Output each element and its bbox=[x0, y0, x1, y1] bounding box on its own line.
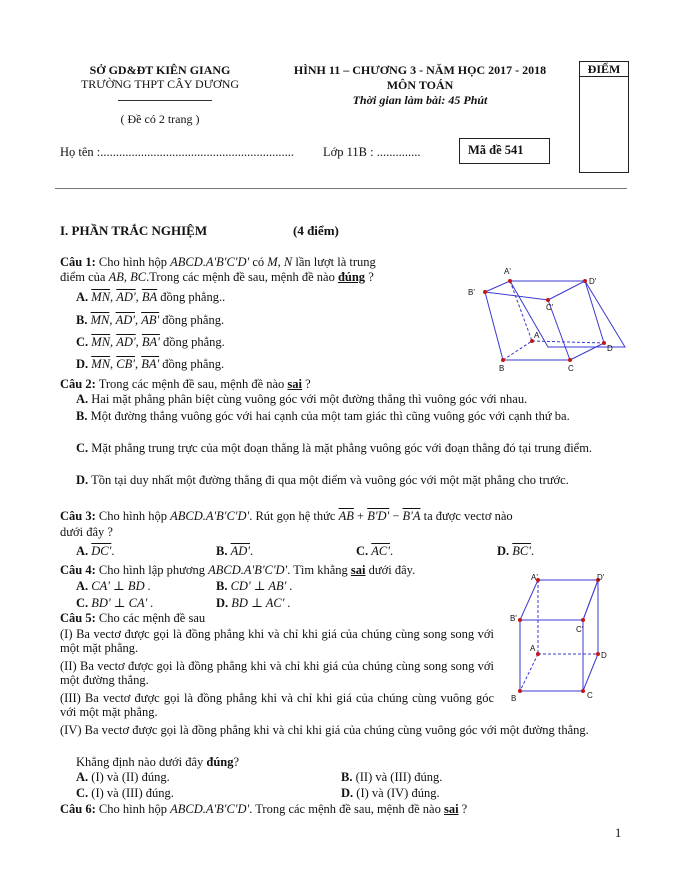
option-tail: đồng phẳng.. bbox=[160, 290, 226, 304]
q5-option-a[interactable] bbox=[76, 770, 170, 785]
option-label: C. bbox=[356, 544, 369, 558]
student-name-field[interactable]: Họ tên :.............................................................. bbox=[60, 145, 295, 159]
q5-prompt-text: Khẳng định nào dưới đây bbox=[76, 755, 204, 769]
q4-option-a[interactable] bbox=[76, 578, 151, 594]
q4-option-b[interactable] bbox=[216, 578, 293, 594]
option-label: C. bbox=[76, 441, 89, 455]
label-d1: D' bbox=[589, 277, 597, 286]
label-b1: B' bbox=[468, 288, 475, 297]
edge-c1d1 bbox=[548, 281, 585, 300]
q4-text-b: . Tìm khẳng bbox=[287, 563, 348, 577]
q2-option-d[interactable] bbox=[60, 473, 620, 487]
exam-code-box bbox=[459, 138, 550, 164]
option-text: Tồn tại duy nhất một đường thẳng đi qua một điểm và vuông góc với một mặt phẳng cho trước. bbox=[91, 473, 569, 487]
q2-text: Trong các mệnh đề sau, mệnh đề nào bbox=[98, 377, 285, 391]
edge-ad bbox=[532, 341, 604, 343]
q5-prompt-end: ? bbox=[233, 755, 240, 769]
q4-option-d[interactable] bbox=[216, 595, 291, 611]
q3-num: Câu 3: bbox=[60, 509, 96, 523]
option-text: (I) và (II) đúng. bbox=[91, 770, 170, 784]
option-label: A. bbox=[76, 392, 89, 406]
label-a: A bbox=[530, 644, 536, 653]
page-number: 1 bbox=[615, 826, 622, 840]
score-box bbox=[579, 61, 629, 173]
label-a1: A' bbox=[504, 267, 511, 276]
option-label: D. bbox=[76, 357, 89, 371]
q5-option-c[interactable] bbox=[76, 786, 174, 801]
option-label: D. bbox=[497, 544, 510, 558]
vector: AD' bbox=[115, 313, 135, 327]
q5-key: đúng bbox=[206, 755, 234, 769]
q1-option-b[interactable]: B. $\overline{MN}$, AD', AB' đồng phẳng. bbox=[76, 313, 225, 327]
q1-mn: M, N bbox=[267, 255, 293, 269]
q4-num: Câu 4: bbox=[60, 563, 96, 577]
q6-text-b: . Trong các mệnh đề sau, mệnh đề nào bbox=[249, 802, 441, 816]
q1-ab-bc: AB, BC bbox=[108, 270, 147, 284]
q4-stem bbox=[60, 563, 415, 578]
q3-text-a: Cho hình hộp bbox=[98, 509, 167, 523]
q3-option-c[interactable]: C. AC'. bbox=[356, 544, 394, 558]
label-c1: C' bbox=[546, 303, 554, 312]
q3-option-b[interactable]: B. AD'. bbox=[216, 544, 254, 558]
q2-qmark: ? bbox=[305, 377, 311, 391]
q5-num: Câu 5: bbox=[60, 611, 96, 625]
edge-b1a1 bbox=[485, 281, 510, 292]
q1-line2-b: .Trong các mệnh đề sau, mệnh đề nào bbox=[146, 270, 335, 284]
option-label: B. bbox=[76, 409, 88, 423]
label-b1: B' bbox=[510, 614, 517, 623]
vector: BC' bbox=[512, 544, 531, 558]
figure-parallelepiped bbox=[460, 262, 630, 377]
label-d: D bbox=[607, 344, 613, 353]
q1-stem-line2 bbox=[60, 270, 374, 285]
option-label: D. bbox=[76, 473, 89, 487]
option-tail: đồng phẳng. bbox=[162, 313, 225, 327]
q3-stem: Câu 3: Cho hình hộp ABCD.A'B'C'D'. Rút gọn hệ thức $\overline{AB} + B'D' - B'A$ ta được vectơ nào bbox=[60, 509, 513, 523]
label-a1: A' bbox=[531, 573, 538, 582]
option-label: A. bbox=[76, 579, 89, 593]
q1-stem bbox=[60, 255, 376, 270]
option-label: D. bbox=[216, 596, 229, 610]
q6-num: Câu 6: bbox=[60, 802, 96, 816]
q5-statement-4: (IV) Ba vectơ được gọi là đồng phẳng khi và chỉ khi giá của chúng cùng vuông góc với một đường thẳng. bbox=[60, 723, 589, 737]
q1-qmark: ? bbox=[368, 270, 374, 284]
vector: $\overline{AB}$ bbox=[338, 509, 354, 523]
header-rule bbox=[55, 188, 627, 189]
vector: $\overline{MN}$ bbox=[91, 357, 111, 371]
option-label: B. bbox=[341, 770, 353, 784]
q1-option-d[interactable]: D. $\overline{MN}$, CB', BA' đồng phẳng. bbox=[76, 357, 225, 371]
school-name: TRƯỜNG THPT CÂY DƯƠNG bbox=[80, 77, 240, 91]
q4-option-c[interactable] bbox=[76, 595, 154, 611]
option-text: Một đường thẳng vuông góc với hai cạnh của một tam giác thì cũng vuông góc với cạnh thứ ba. bbox=[90, 409, 570, 423]
option-text: (II) và (III) đúng. bbox=[355, 770, 443, 784]
q4-text-a: Cho hình lập phương bbox=[98, 563, 205, 577]
pages-note: ( Đề có 2 trang ) bbox=[120, 112, 200, 126]
q6-text-a: Cho hình hộp bbox=[98, 802, 167, 816]
label-a: A bbox=[534, 331, 540, 340]
vector: AD' bbox=[116, 335, 136, 349]
q1-text-a: Cho hình hộp bbox=[98, 255, 167, 269]
class-field[interactable]: Lớp 11B : .............. bbox=[323, 145, 421, 159]
vector: B'A bbox=[402, 509, 421, 523]
option-label: D. bbox=[341, 786, 354, 800]
section-points: (4 điểm) bbox=[293, 223, 339, 238]
subject: MÔN TOÁN bbox=[386, 78, 454, 92]
label-c1: C' bbox=[576, 625, 584, 634]
option-text: (I) và (III) đúng. bbox=[91, 786, 174, 800]
label-b: B bbox=[511, 694, 517, 703]
q5-text: Cho các mệnh đề sau bbox=[98, 611, 206, 625]
dept-name: SỞ GD&ĐT KIÊN GIANG bbox=[89, 63, 231, 77]
q5-option-b[interactable] bbox=[341, 770, 442, 785]
duration: Thời gian làm bài: 45 Phút bbox=[352, 93, 488, 107]
option-text: Mặt phẳng trung trực của một đoạn thẳng là mặt phẳng vuông góc với đoạn thẳng đó tại trung điểm. bbox=[91, 441, 593, 455]
vector: BA' bbox=[141, 357, 160, 371]
q2-option-b[interactable] bbox=[60, 409, 620, 423]
option-label: B. bbox=[216, 579, 228, 593]
vector: AC' bbox=[371, 544, 390, 558]
q3-option-d[interactable]: D. BC'. bbox=[497, 544, 535, 558]
q1-text-c: lần lượt là trung bbox=[295, 255, 376, 269]
top-face bbox=[510, 281, 625, 347]
q2-option-a[interactable] bbox=[60, 392, 620, 406]
section-title: I. PHẦN TRẮC NGHIỆM bbox=[60, 223, 208, 238]
edge-d1d bbox=[585, 281, 604, 343]
q5-option-d[interactable] bbox=[341, 786, 440, 801]
option-label: C. bbox=[76, 786, 89, 800]
vector: DC' bbox=[91, 544, 112, 558]
q1-key: đúng bbox=[337, 270, 366, 284]
option-tail: đồng phẳng. bbox=[162, 335, 225, 349]
edge-ab bbox=[520, 654, 538, 691]
q1-line2-a: điểm của bbox=[60, 270, 106, 284]
edge-cd bbox=[570, 343, 604, 360]
q5-stem bbox=[60, 611, 205, 626]
q1-option-c[interactable]: C. $\overline{MN}$, AD', BA' đồng phẳng. bbox=[76, 335, 225, 349]
q2-num: Câu 2: bbox=[60, 377, 96, 391]
q2-stem bbox=[60, 377, 311, 392]
vector: CB' bbox=[116, 357, 135, 371]
option-expr: CA' ⊥ BD . bbox=[91, 579, 151, 593]
vector: $\overline{MN}$ bbox=[91, 290, 111, 304]
option-label: C. bbox=[76, 596, 89, 610]
option-label: A. bbox=[76, 770, 89, 784]
q6-stem bbox=[60, 802, 467, 817]
q4-key: sai bbox=[350, 563, 366, 577]
q5-statement-3: (III) Ba vectơ được gọi là đồng phẳng khi và chỉ khi giá của chúng cùng vuông góc với một mặt phẳng. bbox=[60, 691, 494, 719]
exam-title: HÌNH 11 – CHƯƠNG 3 - NĂM HỌC 2017 - 2018 bbox=[293, 63, 547, 77]
option-label: A. bbox=[76, 290, 89, 304]
option-label: B. bbox=[216, 544, 228, 558]
vector: AD' bbox=[116, 290, 136, 304]
vector: AB' bbox=[141, 313, 160, 327]
edge-a1a bbox=[510, 281, 532, 341]
option-label: C. bbox=[76, 335, 89, 349]
vector: B'D' bbox=[367, 509, 390, 523]
vector: $\overline{MN}$ bbox=[91, 335, 111, 349]
figure-cube bbox=[505, 570, 625, 705]
cube-top bbox=[520, 580, 598, 620]
cube-right bbox=[583, 580, 598, 691]
q3-text-b: . Rút gọn hệ thức bbox=[249, 509, 336, 523]
header-divider bbox=[118, 100, 212, 101]
q1-option-a[interactable]: A. $\overline{MN}$, AD', $\overline{BA}$ đồng phẳng.. bbox=[76, 290, 226, 304]
vector: BA' bbox=[141, 335, 160, 349]
option-label: B. bbox=[76, 313, 88, 327]
label-b: B bbox=[499, 364, 505, 373]
vector: AD' bbox=[230, 544, 250, 558]
q3-shape: ABCD.A'B'C'D' bbox=[170, 509, 250, 523]
q3-stem-line2: dưới đây ? bbox=[60, 525, 113, 539]
q5-prompt bbox=[76, 755, 239, 770]
label-d1: D' bbox=[597, 573, 605, 582]
option-label: A. bbox=[76, 544, 89, 558]
vector: $\overline{BA}$ bbox=[141, 290, 158, 304]
q3-option-a[interactable]: A. DC'. bbox=[76, 544, 115, 558]
option-text: Hai mặt phẳng phân biệt cùng vuông góc với một đường thẳng thì vuông góc với nhau. bbox=[91, 392, 528, 406]
label-c: C bbox=[568, 364, 574, 373]
option-expr: BD' ⊥ CA' . bbox=[91, 596, 154, 610]
q2-option-c[interactable] bbox=[60, 441, 620, 455]
score-label: ĐIỂM bbox=[580, 62, 628, 77]
edge-ba bbox=[503, 341, 532, 360]
cube-front bbox=[520, 620, 583, 691]
vector: $\overline{MN}$ bbox=[90, 313, 110, 327]
q6-key: sai bbox=[443, 802, 459, 816]
q5-statement-2: (II) Ba vectơ được gọi là đồng phẳng khi và chỉ khi giá của chúng cùng song song với một đường thẳng. bbox=[60, 659, 494, 687]
option-tail: đồng phẳng. bbox=[162, 357, 225, 371]
q5-statement-1: (I) Ba vectơ được gọi là đồng phẳng khi và chỉ khi giá của chúng cùng song song với một mặt phẳng. bbox=[60, 627, 494, 655]
option-text: (I) và (IV) đúng. bbox=[356, 786, 440, 800]
label-c: C bbox=[587, 691, 593, 700]
q3-text-c: ta được vectơ nào bbox=[423, 509, 513, 523]
q1-text-b: có bbox=[252, 255, 265, 269]
option-expr: CD' ⊥ AB' . bbox=[230, 579, 293, 593]
edge-b1b bbox=[485, 292, 503, 360]
q4-text-c: dưới đây. bbox=[368, 563, 416, 577]
q2-key: sai bbox=[287, 377, 303, 391]
q1-num: Câu 1: bbox=[60, 255, 96, 269]
label-d: D bbox=[601, 651, 607, 660]
q1-shape: ABCD.A'B'C'D' bbox=[170, 255, 250, 269]
option-expr: BD ⊥ AC' . bbox=[231, 596, 291, 610]
q6-shape: ABCD.A'B'C'D' bbox=[170, 802, 250, 816]
exam-code: Mã đề 541 bbox=[468, 143, 524, 157]
q6-qmark: ? bbox=[461, 802, 468, 816]
q4-shape: ABCD.A'B'C'D' bbox=[208, 563, 288, 577]
